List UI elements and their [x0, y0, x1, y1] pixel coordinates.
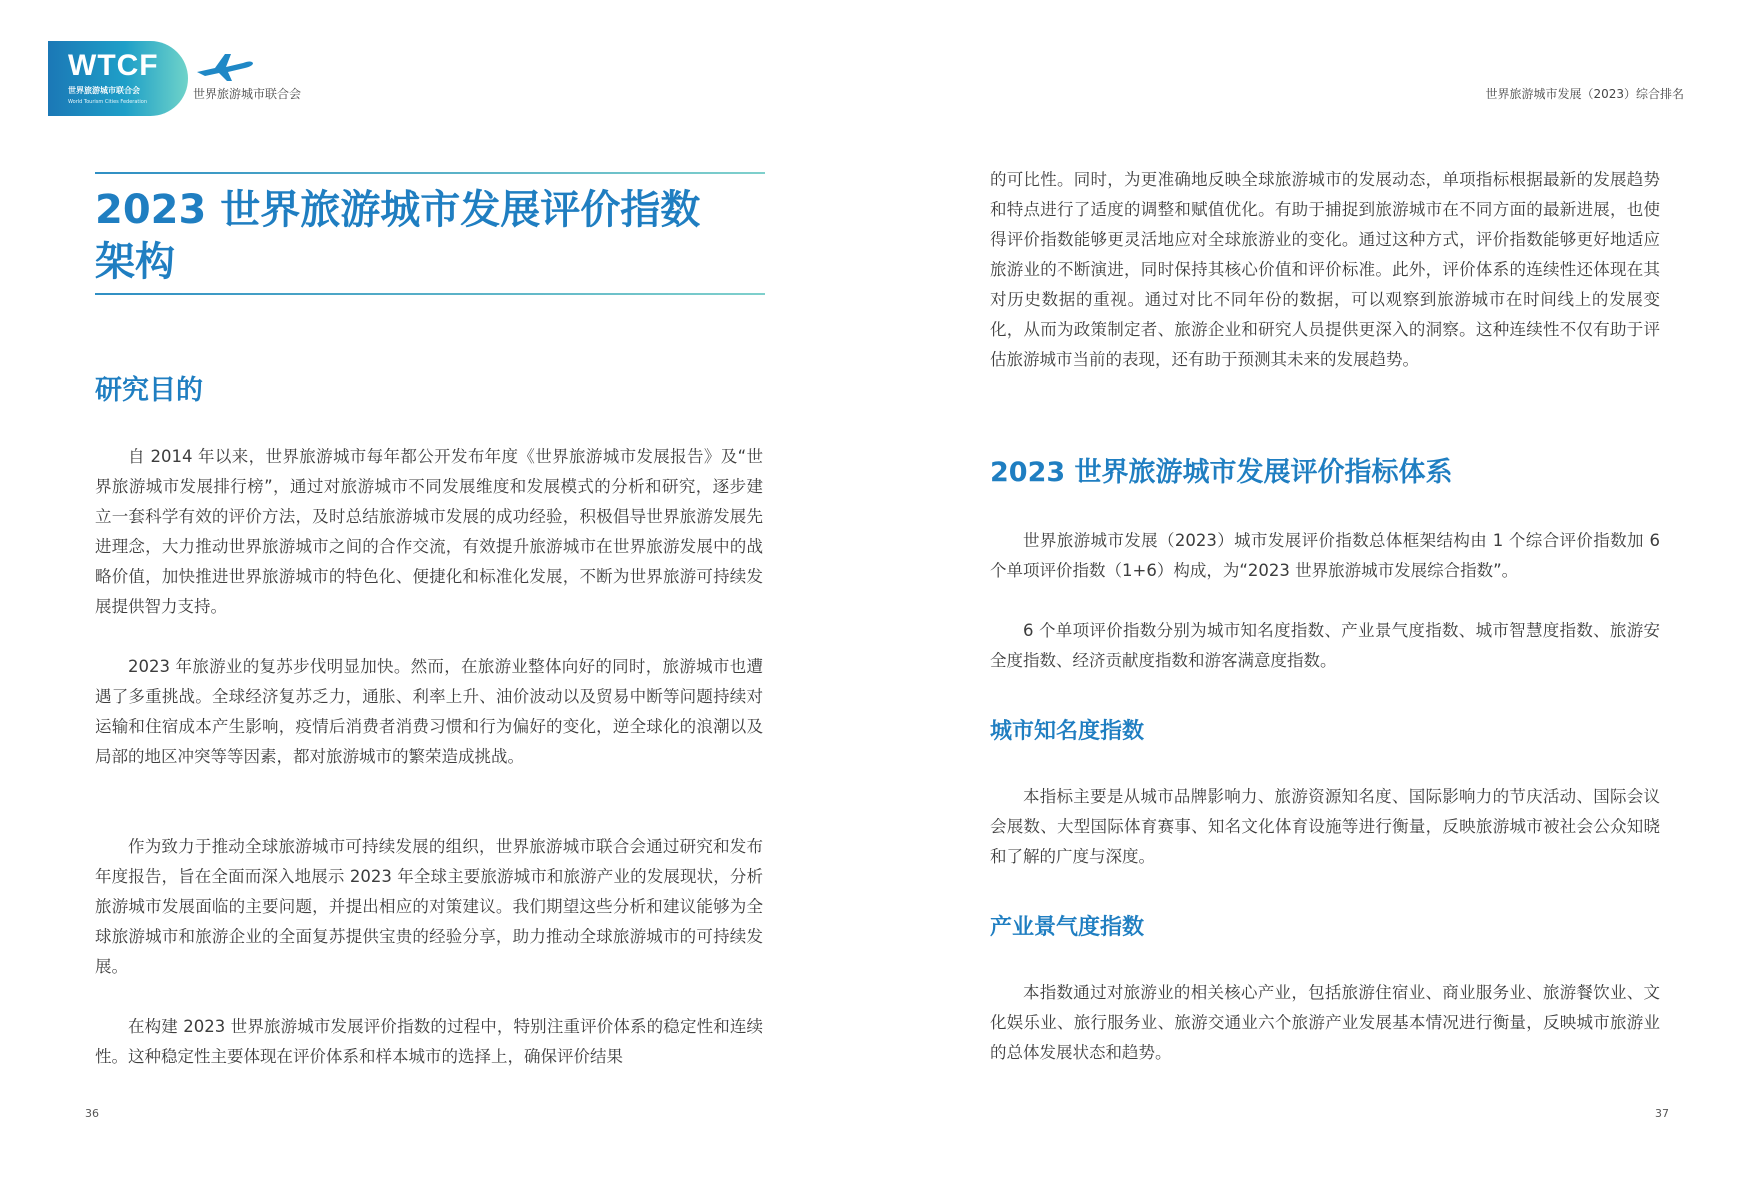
subheading-industry-prosperity-index: 产业景气度指数	[990, 915, 1145, 940]
page-number-right: 37	[1655, 1107, 1669, 1120]
body-paragraph: 6 个单项评价指数分别为城市知名度指数、产业景气度指数、城市智慧度指数、旅游安全度指数、经济贡献度指数和游客满意度指数。	[990, 621, 1660, 670]
logo-text: WTCF	[68, 49, 159, 82]
body-paragraph: 2023 年旅游业的复苏步伐明显加快。然而，在旅游业整体向好的同时，旅游城市也遭遇了多重挑战。全球经济复苏乏力，通胀、利率上升、油价波动以及贸易中断等问题持续对运输和住宿成本产生影响，疫情后消费者消费习惯和行为偏好的变化，逆全球化的浪潮以及局部的地区冲突等等因素，都对旅游城市的繁荣造成挑战。	[95, 657, 763, 766]
wtcf-logo	[48, 41, 188, 116]
title-rule-bottom	[95, 293, 765, 295]
running-title: 世界旅游城市发展（2023）综合排名	[1485, 87, 1684, 101]
section-heading-research-purpose: 研究目的	[95, 375, 203, 406]
org-name: 世界旅游城市联合会	[193, 87, 302, 101]
title-rule-top	[95, 172, 765, 174]
section-heading-index-system: 2023 世界旅游城市发展评价指标体系	[990, 457, 1453, 488]
body-paragraph: 作为致力于推动全球旅游城市可持续发展的组织，世界旅游城市联合会通过研究和发布年度报告，旨在全面而深入地展示 2023 年全球主要旅游城市和旅游产业的发展现状，分析旅游城市发展面临的主要问题，并提出相应的对策建议。我们期望这些分析和建议能够为全球旅游城市和旅游企业的全面复苏提供宝贵的经验分享，助力推动全球旅游城市的可持续发展。	[95, 837, 763, 976]
subheading-city-popularity-index: 城市知名度指数	[990, 719, 1145, 744]
body-paragraph: 在构建 2023 世界旅游城市发展评价指数的过程中，特别注重评价体系的稳定性和连续性。这种稳定性主要体现在评价体系和样本城市的选择上，确保评价结果	[95, 1017, 763, 1066]
page-number-left: 36	[85, 1107, 99, 1120]
body-paragraph-continuation: 的可比性。同时，为更准确地反映全球旅游城市的发展动态，单项指标根据最新的发展趋势和特点进行了适度的调整和赋值优化。有助于捕捉到旅游城市在不同方面的最新进展，也使得评价指数能够更灵活地应对全球旅游业的变化。通过这种方式，评价指数能够更好地适应旅游业的不断演进，同时保持其核心价值和评价标准。此外，评价体系的连续性还体现在其对历史数据的重视。通过对比不同年份的数据，可以观察到旅游城市在时间线上的发展变化，从而为政策制定者、旅游企业和研究人员提供更深入的洞察。这种连续性不仅有助于评估旅游城市当前的表现，还有助于预测其未来的发展趋势。	[990, 170, 1660, 369]
logo-subtitle-en: World Tourism Cities Federation	[68, 99, 147, 105]
logo-subtitle: 世界旅游城市联合会	[68, 86, 140, 95]
body-paragraph: 自 2014 年以来，世界旅游城市每年都公开发布年度《世界旅游城市发展报告》及“世界旅游城市发展排行榜”，通过对旅游城市不同发展维度和发展模式的分析和研究，逐步建立一套科学有效的评价方法，及时总结旅游城市发展的成功经验，积极倡导世界旅游发展先进理念，大力推动世界旅游城市之间的合作交流，有效提升旅游城市在世界旅游发展中的战略价值，加快推进世界旅游城市的特色化、便捷化和标准化发展，不断为世界旅游可持续发展提供智力支持。	[95, 447, 763, 616]
page-title: 2023 世界旅游城市发展评价指数架构	[95, 187, 701, 285]
airplane-icon	[195, 48, 255, 84]
body-paragraph: 世界旅游城市发展（2023）城市发展评价指数总体框架结构由 1 个综合评价指数加 6 个单项评价指数（1+6）构成，为“2023 世界旅游城市发展综合指数”。	[990, 531, 1660, 580]
body-paragraph: 本指数通过对旅游业的相关核心产业，包括旅游住宿业、商业服务业、旅游餐饮业、文化娱乐业、旅行服务业、旅游交通业六个旅游产业发展基本情况进行衡量，反映城市旅游业的总体发展状态和趋势。	[990, 983, 1660, 1062]
body-paragraph: 本指标主要是从城市品牌影响力、旅游资源知名度、国际影响力的节庆活动、国际会议会展数、大型国际体育赛事、知名文化体育设施等进行衡量，反映旅游城市被社会公众知晓和了解的广度与深度。	[990, 787, 1660, 866]
